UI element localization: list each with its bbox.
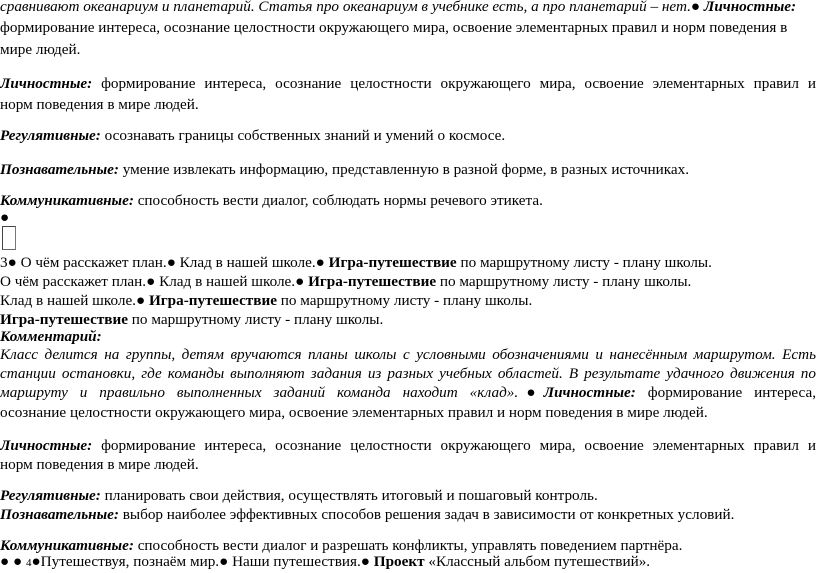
paragraph-text: умение извлекать информацию, представленную в разной форме, в разных источниках. [118,161,689,178]
heading-personal: Личностные: [0,75,93,92]
heading-cognitive: Познавательные: [0,161,119,178]
paragraph-text: способность вести диалог и разрешать конфликты, управлять поведением партнёра. [133,537,683,554]
project-label: Проект [369,553,425,570]
doc-line [0,18,816,38]
bullet-icon: ● [135,292,146,309]
bullet-icon: ● [31,553,41,570]
paragraph-text: Клад в нашей школе. [175,254,316,271]
paragraph-text: формирование интереса, осознание целостности окружающего мира, освоение элементарных правил и [92,437,816,454]
bullet-icon: ● [315,254,325,271]
paragraph-text: способность вести диалог, соблюдать нормы речевого этикета. [133,192,543,209]
doc-line [0,253,816,273]
paragraph-text: «Классный альбом путешествий». [424,553,651,570]
bullet-icon: ● [219,553,229,570]
heading-personal: Личностные: [0,437,93,454]
bullet-icon: ● [0,209,10,226]
paragraph-text: выбор наиболее эффективных способов решения задач в зависимости от конкретных условий. [118,506,735,523]
paragraph-text: планировать свои действия, осуществлять итоговый и пошаговый контроль. [100,487,598,504]
doc-line [0,455,816,475]
paragraph-text: Клад в нашей школе. [155,273,296,290]
doc-line [0,160,816,180]
italic-text: сравнивают океанариум и планетарий. Статья про океанариум в учебнике есть, а про планетарий – нет. [0,0,691,15]
doc-line [0,327,816,347]
paragraph-text: О чём расскажет план. [0,273,147,290]
paragraph-text: по маршрутному листу - плану школы. [456,254,712,271]
paragraph-text: Путешествуя, познаём мир. [40,553,220,570]
doc-line [0,272,816,292]
heading-cognitive: Познавательные: [0,506,119,523]
paragraph-text: формирование интереса, [635,384,816,401]
doc-line [0,208,816,228]
item-number: 4 [25,557,32,569]
paragraph-text: мире людей. [0,41,81,58]
heading-personal: Личностные: [700,0,797,15]
doc-line [0,74,816,94]
doc-line [0,95,816,115]
comment-text: маршруту и правильно выполненных заданий команда находит «клад». [0,384,519,401]
doc-line [0,552,816,573]
doc-line [0,291,816,311]
bullet-icon: ● [166,254,176,271]
paragraph-text: по маршрутному листу - плану школы. [276,292,533,309]
heading-comment: Комментарий: [0,328,102,345]
bullet-icon: ● [7,254,17,271]
bullet-icon: ● [518,384,544,401]
game-title: Игра-путешествие [324,254,457,271]
paragraph-text: осознавать границы собственных знаний и умений о космосе. [100,127,506,144]
heading-regulative: Регулятивные: [0,487,101,504]
paragraph-text: по маршрутному листу - плану школы. [128,311,384,328]
doc-line [0,436,816,456]
doc-line [0,383,816,403]
doc-line [0,40,816,60]
doc-line [0,364,816,384]
heading-communicative: Коммуникативные: [0,192,134,209]
item-number: 3 [0,254,8,271]
comment-text: Класс делится на группы, детям вручаются планы школы с условными обозначениями и нанесённым маршрутом. Есть [0,346,816,363]
doc-line [0,403,816,423]
doc-line [0,345,816,365]
doc-line [0,0,816,17]
doc-line [0,126,816,146]
game-title: Игра-путешествие [0,311,128,328]
paragraph-text: норм поведения в мире людей. [0,96,199,113]
paragraph-text: по маршрутному листу - плану школы. [436,273,692,290]
paragraph-text: Наши путешествия. [228,553,361,570]
bullet-icon: ● ● [0,553,26,570]
heading-communicative: Коммуникативные: [0,537,134,554]
doc-line [0,505,816,525]
comment-text: станции остановки, где команды выполняют задания из разных учебных областей. В результате удачного движения по [0,365,816,382]
paragraph-text: формирование интереса, осознание целостности окружающего мира, освоение элементарных правил и норм поведения в [0,19,788,36]
paragraph-text: О чём расскажет план. [16,254,167,271]
bullet-icon: ● [360,553,370,570]
doc-line [0,486,816,506]
bullet-icon: ● [295,273,305,290]
paragraph-text: норм поведения в мире людей. [0,456,199,473]
bullet-icon: ● [690,0,701,15]
heading-regulative: Регулятивные: [0,127,101,144]
heading-personal: Личностные: [543,384,636,401]
checkbox-icon [2,226,16,250]
game-title: Игра-путешествие [145,292,277,309]
paragraph-text: осознание целостности окружающего мира, освоение элементарных правил и норм поведения в мире людей. [0,404,708,421]
paragraph-text: Клад в нашей школе. [0,292,136,309]
paragraph-text: формирование интереса, осознание целостности окружающего мира, освоение элементарных правил и [92,75,816,92]
game-title: Игра-путешествие [304,273,437,290]
bullet-icon: ● [146,273,156,290]
